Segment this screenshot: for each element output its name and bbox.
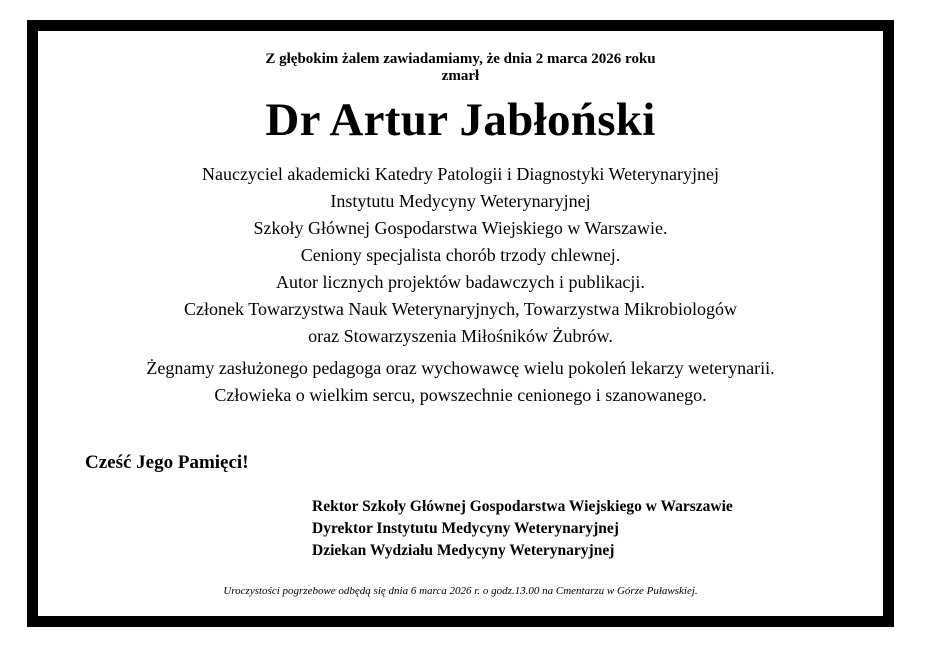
bio-line: Członek Towarzystwa Nauk Weterynaryjnych, Towarzystwa Mikrobiologów xyxy=(184,299,737,319)
biography xyxy=(38,161,883,350)
bio-line: Nauczyciel akademicki Katedry Patologii i Diagnostyki Weterynaryjnej xyxy=(201,164,720,184)
signatory-line: Dyrektor Instytutu Medycyny Weterynaryjnej xyxy=(312,520,619,537)
bio-line: Instytutu Medycyny Weterynaryjnej xyxy=(330,191,591,211)
funeral-info: Uroczystości pogrzebowe odbędą się dnia 6 marca 2026 r. o godz.13.00 na Cmentarzu w Górze Puławskiej. xyxy=(223,585,698,597)
bio-line: Szkoły Głównej Gospodarstwa Wiejskiego w Warszawie. xyxy=(253,218,668,238)
bio-line: oraz Stowarzyszenia Miłośników Żubrów. xyxy=(308,326,613,346)
farewell-text xyxy=(38,355,883,409)
signatories xyxy=(312,496,733,562)
signatory-line: Dziekan Wydziału Medycyny Weterynaryjnej xyxy=(312,542,615,559)
memory-tribute: Cześć Jego Pamięci! xyxy=(85,452,249,473)
intro-text xyxy=(38,51,883,85)
intro-line: zmarł xyxy=(441,68,480,84)
signatory-line: Rektor Szkoły Głównej Gospodarstwa Wiejskiego w Warszawie xyxy=(312,498,733,515)
deceased-name: Dr Artur Jabłoński xyxy=(265,94,656,146)
bio-line: Autor licznych projektów badawczych i publikacji. xyxy=(276,272,645,292)
farewell-line: Człowieka o wielkim sercu, powszechnie cenionego i szanowanego. xyxy=(214,385,707,405)
obituary-frame xyxy=(27,20,894,627)
intro-line: Z głębokim żalem zawiadamiamy, że dnia 2 marca 2026 roku xyxy=(265,51,656,67)
farewell-line: Żegnamy zasłużonego pedagoga oraz wychowawcę wielu pokoleń lekarzy weterynarii. xyxy=(146,358,775,378)
bio-line: Ceniony specjalista chorób trzody chlewnej. xyxy=(300,245,621,265)
